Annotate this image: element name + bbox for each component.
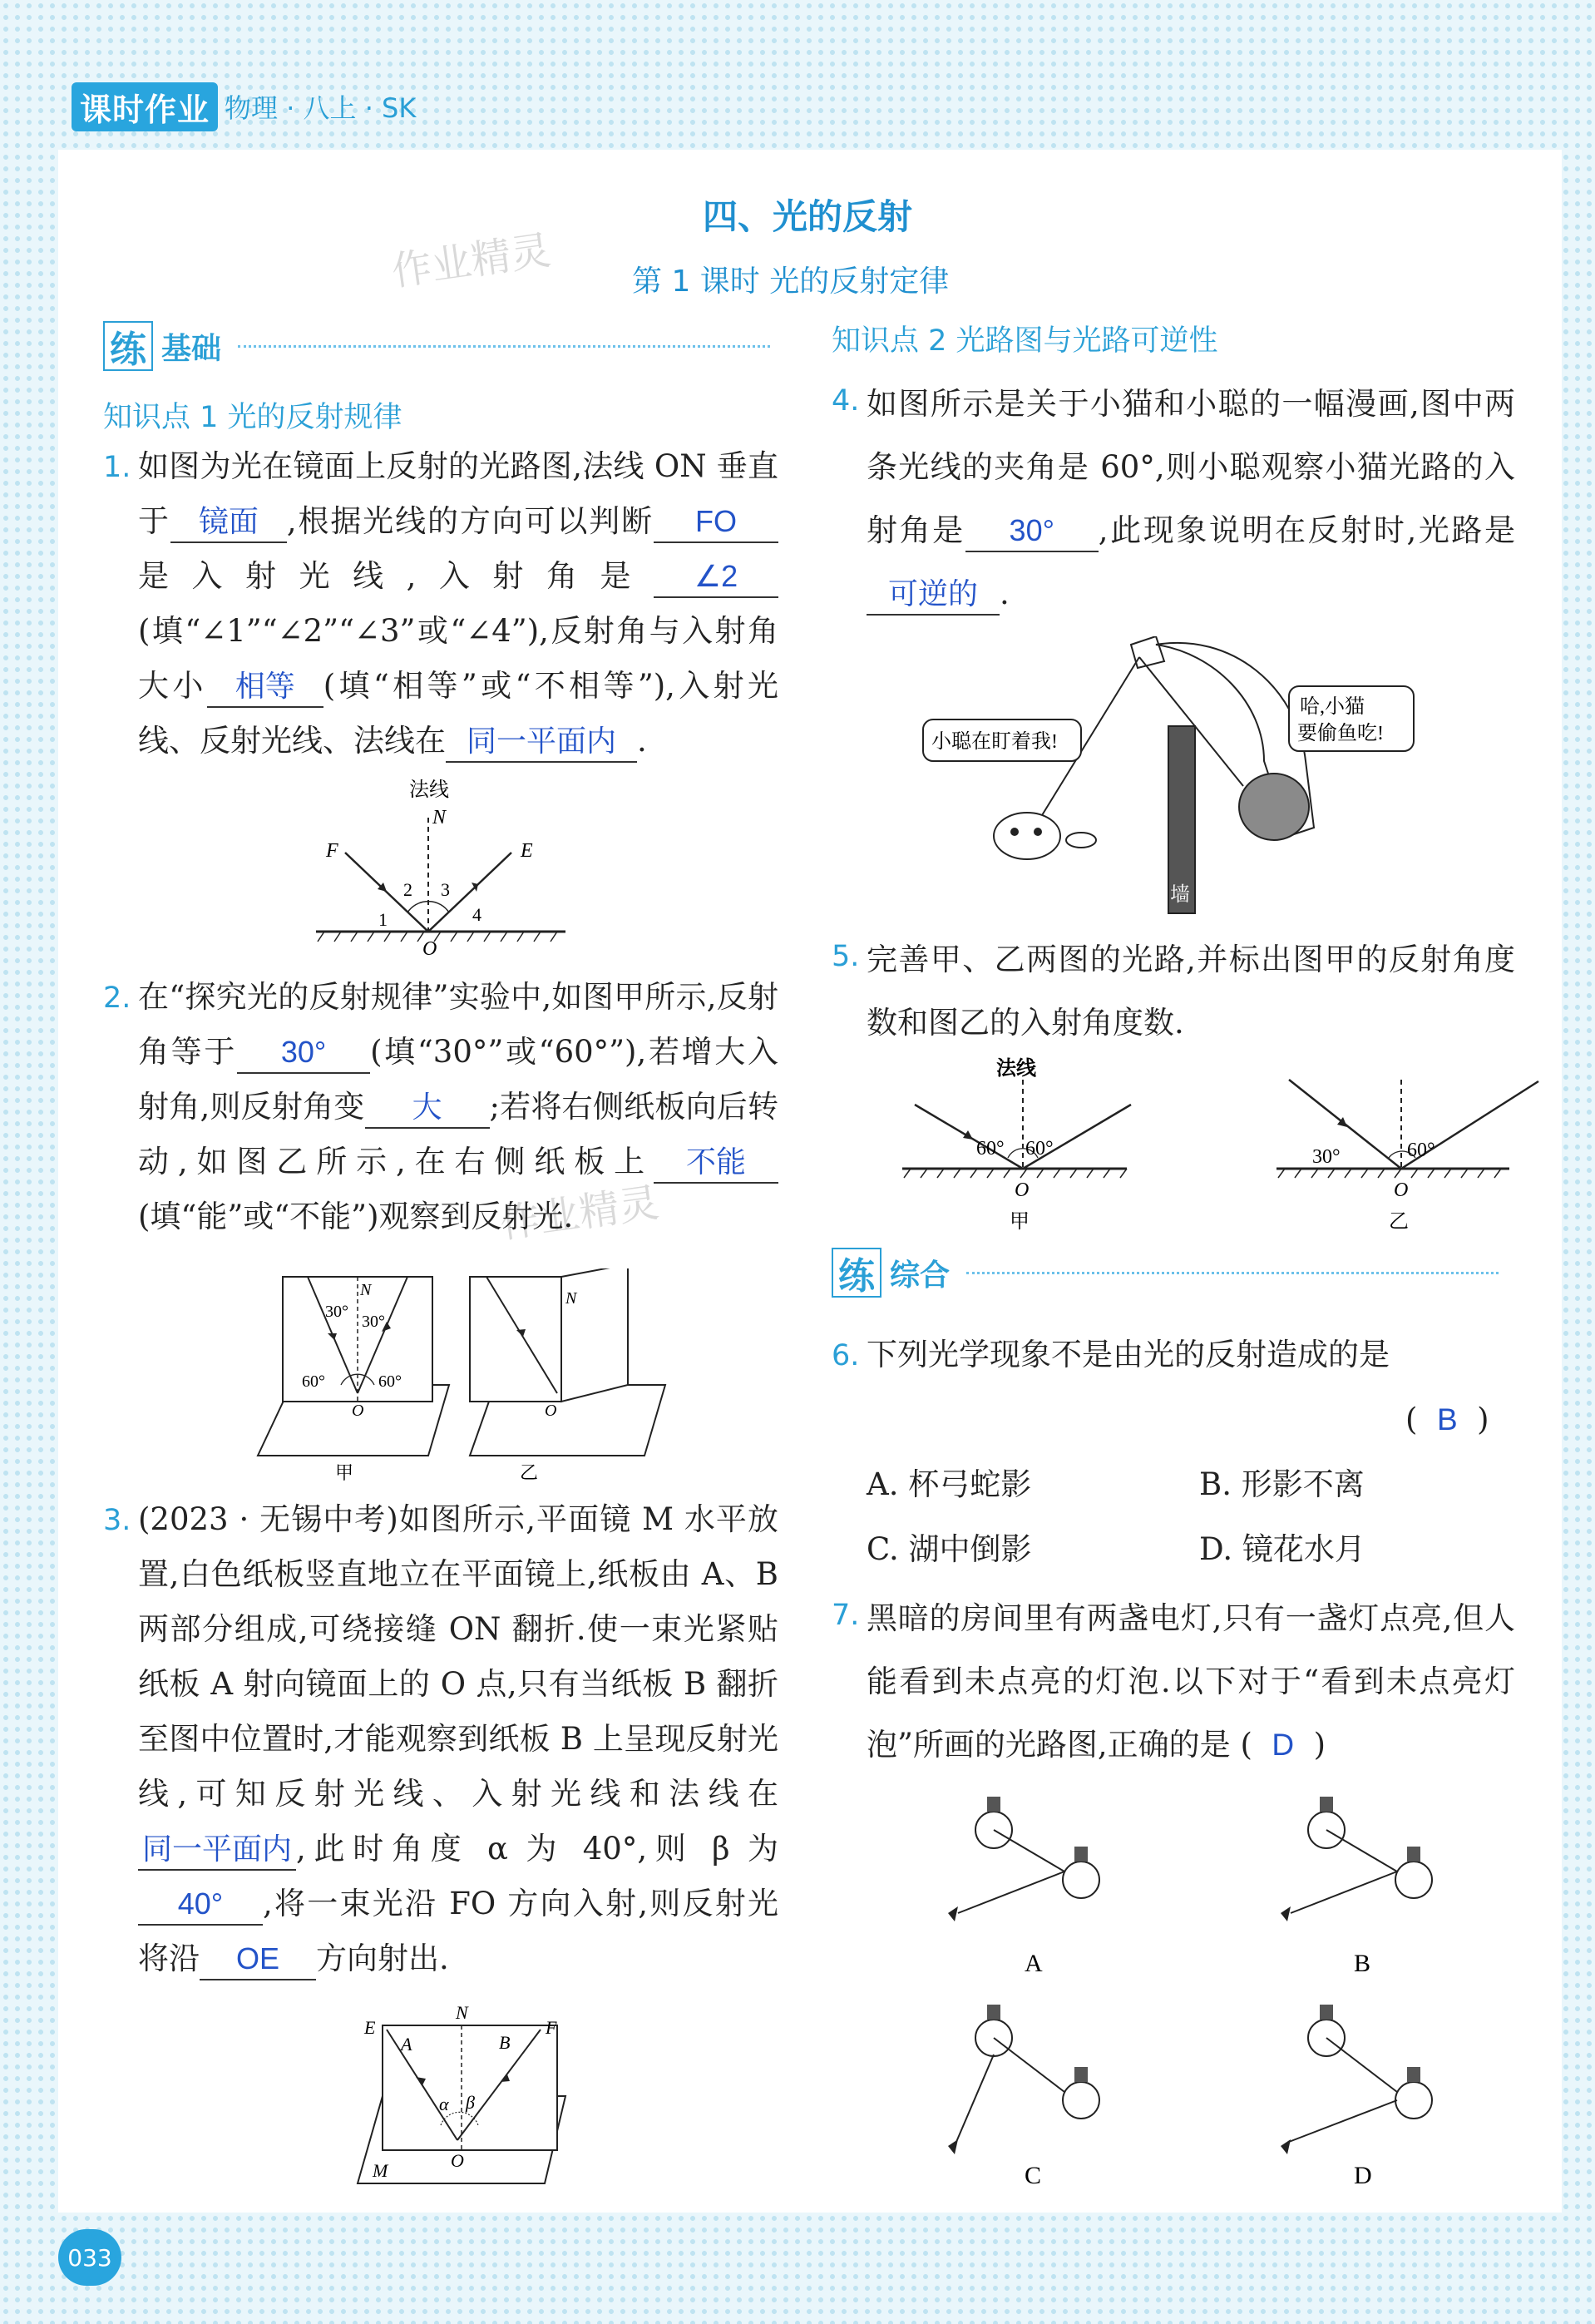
fig3-alpha: α <box>439 2094 449 2114</box>
question-1: 如图为光在镜面上反射的光路图,法线 ON 垂直于 镜面 ,根据光线的方向可以判断 FO是入射光线,入射角是 ∠2(填“∠1”“∠2”“∠3”或“∠4”),反射角与入射角大小 相等 (填“相等”或“不相等”),入射光线、反射光线、法线在 同一平面内 . <box>138 439 778 769</box>
divider-2 <box>966 1272 1499 1274</box>
option-c-diagram <box>948 2005 1099 2189</box>
knowledge-point-2: 知识点 2 光路图与光路可逆性 <box>832 324 1218 358</box>
q2-answer-3[interactable]: 不能 <box>654 1142 778 1184</box>
fig1-N: N <box>432 807 447 828</box>
fig1-O: O <box>422 938 437 960</box>
question-2: 在“探究光的反射规律”实验中,如图甲所示,反射角等于 30° (填“30°”或“60°”),若增大入射角,则反射角变 大 ;若将右侧纸板向后转动,如图乙所示,在右侧纸板上 不能(填“能”或“不能”)观察到反射光. <box>138 979 779 1234</box>
question-7-number: 7. <box>832 1599 860 1632</box>
fig2-O: O <box>352 1402 364 1420</box>
q7-answer[interactable]: D <box>1272 1728 1295 1762</box>
fig5-60-left: 60° <box>976 1138 1005 1160</box>
series-logo: 课时作业 <box>72 82 218 131</box>
question-4-number: 4. <box>832 384 860 418</box>
fig3-B: B <box>499 2032 511 2053</box>
q6-option-a[interactable]: A. 杯弓蛇影 <box>867 1466 1032 1502</box>
fig1-angle-4: 4 <box>472 904 481 925</box>
fig3-F: F <box>546 2017 557 2038</box>
fig3-A: A <box>401 2034 412 2055</box>
fig1-F: F <box>326 840 338 862</box>
fig5-O1: O <box>1015 1179 1030 1201</box>
fig2-60-left: 60° <box>302 1372 325 1391</box>
fig2-yi: 乙 <box>520 1462 539 1483</box>
fig3-N: N <box>456 2002 468 2023</box>
fig3-O: O <box>451 2150 464 2171</box>
page-header <box>72 85 416 128</box>
figure-7-options <box>923 1780 1489 2213</box>
section-label-2: 综合 <box>890 1257 951 1293</box>
question-7: 黑暗的房间里有两盏电灯,只有一盏灯点亮,但人能看到未点亮的灯泡.以下对于“看到未点亮灯泡”所画的光路图,正确的是 ( D ) <box>867 1600 1515 1763</box>
option-a-diagram <box>948 1797 1099 1977</box>
fig2-N: N <box>360 1281 372 1299</box>
fig5-30: 30° <box>1312 1146 1341 1168</box>
fig5-yi: 乙 <box>1389 1211 1409 1233</box>
question-1-number: 1. <box>103 451 131 484</box>
watermark-1: 作业精灵 <box>388 226 554 296</box>
practice-badge: 练 <box>103 321 153 371</box>
figure-1-reflection <box>308 778 574 961</box>
practice-badge-2: 练 <box>832 1248 881 1298</box>
figure-5-diagrams <box>898 1056 1555 1239</box>
q3-answer-1[interactable]: 同一平面内 <box>138 1829 296 1871</box>
fig2-jia: 甲 <box>335 1462 354 1483</box>
fig2-N2: N <box>565 1289 577 1308</box>
fig4-boy-bubble-2: 要偷鱼吃! <box>1297 723 1384 744</box>
fig2-30-left: 30° <box>325 1303 348 1321</box>
q2-answer-2[interactable]: 大 <box>365 1087 490 1129</box>
watermark-2: 作业精灵 <box>496 1179 662 1249</box>
q6-option-b[interactable]: B. 形影不离 <box>1199 1466 1365 1502</box>
divider <box>238 345 770 348</box>
q4-answer-2[interactable]: 可逆的 <box>867 574 1000 616</box>
option-b-diagram <box>1281 1797 1432 1977</box>
question-5-number: 5. <box>832 940 860 973</box>
q6-answer[interactable]: B <box>1436 1402 1458 1436</box>
knowledge-point-1: 知识点 1 光的反射规律 <box>103 401 402 434</box>
section-basic <box>103 321 770 371</box>
fig3-E: E <box>364 2017 376 2038</box>
section-label: 基础 <box>161 330 222 366</box>
q3-answer-2[interactable]: 40° <box>138 1884 263 1926</box>
question-6-number: 6. <box>832 1339 860 1372</box>
question-3-number: 3. <box>103 1504 131 1537</box>
option-c-label: C <box>1025 2162 1042 2189</box>
fig5-60-right: 60° <box>1025 1138 1054 1160</box>
fig1-E: E <box>521 840 533 862</box>
section-comprehensive <box>832 1248 1499 1298</box>
q3-answer-3[interactable]: OE <box>200 1939 316 1980</box>
question-6-stem: 下列光学现象不是由光的反射造成的是 <box>867 1337 1390 1372</box>
fig2-O2: O <box>545 1402 557 1420</box>
fig4-boy-bubble-1: 哈,小猫 <box>1300 696 1365 718</box>
fig5-normal-label: 法线 <box>996 1058 1036 1080</box>
fig1-angle-1: 1 <box>378 909 388 930</box>
q1-answer-3[interactable]: ∠2 <box>654 556 778 598</box>
subject-label: 物理 · 八上 · SK <box>225 92 417 124</box>
fig4-cat-bubble: 小聪在盯着我! <box>931 731 1058 753</box>
fig1-normal-label: 法线 <box>409 779 449 801</box>
fig1-angle-2: 2 <box>403 879 412 900</box>
page-title: 四、光的反射 <box>703 196 913 237</box>
page-number: 033 <box>58 2229 121 2286</box>
question-4: 如图所示是关于小猫和小聪的一幅漫画,图中两条光线的夹角是 60°,则小聪观察小猫光路的入射角是 30° ,此现象说明在反射时,光路是可逆的 . <box>867 373 1515 626</box>
fig4-wall-label: 墙 <box>1170 884 1190 906</box>
q6-answer-bracket: ( B ) <box>1405 1402 1489 1437</box>
question-2-number: 2. <box>103 982 131 1015</box>
lesson-subtitle: 第 1 课时 光的反射定律 <box>632 265 950 299</box>
fig1-angle-3: 3 <box>441 879 450 900</box>
figure-2-experiment <box>245 1268 678 1485</box>
question-5: 完善甲、乙两图的光路,并标出图甲的反射角度数和图乙的入射角度数. <box>867 942 1515 1041</box>
fig5-O2: O <box>1394 1179 1409 1201</box>
q4-answer-1[interactable]: 30° <box>965 511 1099 552</box>
fig2-60-right: 60° <box>378 1372 402 1391</box>
option-a-label: A <box>1025 1950 1043 1977</box>
option-d-diagram <box>1281 2005 1432 2189</box>
question-3: (2023 · 无锡中考)如图所示,平面镜 M 水平放置,白色纸板竖直地立在平面镜上,纸板由 A、B 两部分组成,可绕接缝 ON 翻折.使一束光紧贴纸板 A 射向镜面上的 O 点,只有当纸板 B 翻折至图中位置时,才能观察到纸板 B 上呈现反射光线,可知反射光线、入射光线和法线在同一平面内 ,此时角度 α 为 40°,则 β 为40° ,将一束光沿 FO 方向入射,则反射光将沿 OE 方向射出. <box>138 1492 778 1986</box>
fig5-jia: 甲 <box>1010 1211 1030 1233</box>
q6-option-c[interactable]: C. 湖中倒影 <box>867 1531 1032 1567</box>
q1-answer-4[interactable]: 相等 <box>207 666 323 708</box>
q6-option-d[interactable]: D. 镜花水月 <box>1199 1531 1365 1567</box>
figure-4-cartoon <box>915 636 1430 919</box>
q1-answer-2[interactable]: FO <box>654 502 778 543</box>
q2-answer-1[interactable]: 30° <box>237 1032 370 1074</box>
fig5-60-yi: 60° <box>1407 1140 1435 1161</box>
option-b-label: B <box>1354 1950 1371 1977</box>
fig2-30-right: 30° <box>362 1313 385 1331</box>
figure-3-mirror <box>349 2000 582 2192</box>
q1-answer-1[interactable]: 镜面 <box>170 502 287 543</box>
option-d-label: D <box>1354 2162 1372 2189</box>
fig3-beta: β <box>466 2092 475 2113</box>
q1-answer-5[interactable]: 同一平面内 <box>446 721 637 763</box>
fig3-M: M <box>373 2160 388 2181</box>
